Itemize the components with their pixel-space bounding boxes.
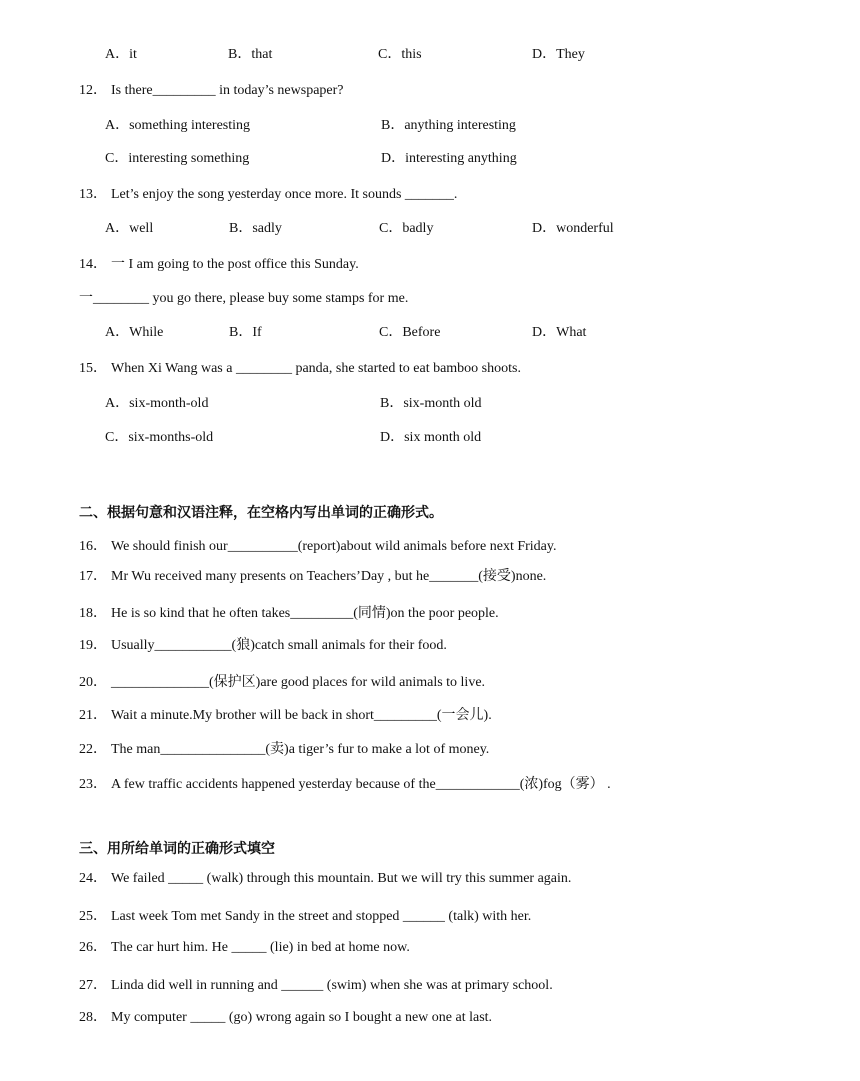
q15-option-c: C．six-months-old [105, 430, 214, 445]
question-text: A few traffic accidents happened yesterday because of the____________(浓)fog（雾） . [111, 777, 611, 792]
q15-option-b: B．six-month old [380, 396, 482, 411]
question-number: 27． [79, 978, 107, 993]
q15-option-a: A．six-month-old [105, 396, 209, 411]
q14-option-c: C．Before [379, 325, 441, 340]
q14-option-b: B．If [229, 325, 262, 340]
question-15 [79, 360, 521, 378]
section-3-heading: 三、用所给单词的正确形式填空 [79, 842, 275, 857]
question-19 [79, 637, 447, 655]
question-number: 12． [79, 83, 107, 98]
question-23 [79, 776, 611, 794]
q11-option-d: D．They [532, 47, 585, 62]
question-text: Usually___________(狼)catch small animals for their food. [111, 638, 447, 653]
question-22 [79, 741, 489, 759]
question-number: 20． [79, 675, 107, 690]
question-18 [79, 605, 499, 623]
q12-option-d: D．interesting anything [381, 151, 517, 166]
question-number: 14． [79, 257, 107, 272]
question-27 [79, 977, 553, 995]
question-17 [79, 568, 546, 586]
q12-option-c: C．interesting something [105, 151, 250, 166]
q14-option-d: D．What [532, 325, 587, 340]
section-2-heading: 二、根据句意和汉语注释，在空格内写出单词的正确形式。 [79, 506, 443, 521]
question-number: 17． [79, 569, 107, 584]
question-28 [79, 1009, 492, 1027]
question-text: Last week Tom met Sandy in the street and stopped ______ (talk) with her. [111, 909, 532, 924]
question-number: 18． [79, 606, 107, 621]
question-text: He is so kind that he often takes_________(同情)on the poor people. [111, 606, 499, 621]
question-text: The man_______________(卖)a tiger’s fur to make a lot of money. [111, 742, 490, 757]
question-text: Wait a minute.My brother will be back in short_________(一会儿). [111, 708, 492, 723]
q11-option-c: C．this [378, 47, 422, 62]
question-text: Mr Wu received many presents on Teachers’Day , but he_______(接受)none. [111, 569, 547, 584]
question-14 [79, 256, 359, 274]
question-text: When Xi Wang was a ________ panda, she started to eat bamboo shoots. [111, 361, 521, 376]
question-21 [79, 707, 492, 725]
question-24 [79, 870, 571, 888]
q13-option-c: C．badly [379, 221, 434, 236]
question-14-line2: 一________ you go there, please buy some stamps for me. [79, 291, 409, 306]
question-number: 24． [79, 871, 107, 886]
question-number: 15． [79, 361, 107, 376]
question-12 [79, 82, 344, 100]
question-number: 28． [79, 1010, 107, 1025]
q12-option-a: A．something interesting [105, 118, 251, 133]
question-25 [79, 908, 531, 926]
question-text: The car hurt him. He _____ (lie) in bed at home now. [111, 940, 410, 955]
question-20 [79, 674, 485, 692]
question-16 [79, 538, 556, 556]
question-number: 26． [79, 940, 107, 955]
question-number: 22． [79, 742, 107, 757]
question-13 [79, 186, 457, 204]
question-number: 21． [79, 708, 107, 723]
q11-option-b: B．that [228, 47, 273, 62]
question-number: 19． [79, 638, 107, 653]
q13-option-d: D．wonderful [532, 221, 614, 236]
question-number: 13． [79, 187, 107, 202]
question-text: We failed _____ (walk) through this mountain. But we will try this summer again. [111, 871, 572, 886]
question-text: We should finish our__________(report)about wild animals before next Friday. [111, 539, 557, 554]
q12-option-b: B．anything interesting [381, 118, 516, 133]
q11-option-a: A．it [105, 47, 137, 62]
question-text: Linda did well in running and ______ (swim) when she was at primary school. [111, 978, 553, 993]
q13-option-a: A．well [105, 221, 154, 236]
question-text: ______________(保护区)are good places for wild animals to live. [111, 675, 486, 690]
question-number: 16． [79, 539, 107, 554]
q14-option-a: A．While [105, 325, 164, 340]
question-text: My computer _____ (go) wrong again so I bought a new one at last. [111, 1010, 493, 1025]
question-number: 23． [79, 777, 107, 792]
q15-option-d: D．six month old [380, 430, 482, 445]
question-number: 25． [79, 909, 107, 924]
question-26 [79, 939, 410, 957]
q13-option-b: B．sadly [229, 221, 282, 236]
question-text: Is there_________ in today’s newspaper? [111, 83, 344, 98]
question-text: Let’s enjoy the song yesterday once more. It sounds _______. [111, 187, 458, 202]
question-text: 一 I am going to the post office this Sunday. [111, 257, 359, 272]
